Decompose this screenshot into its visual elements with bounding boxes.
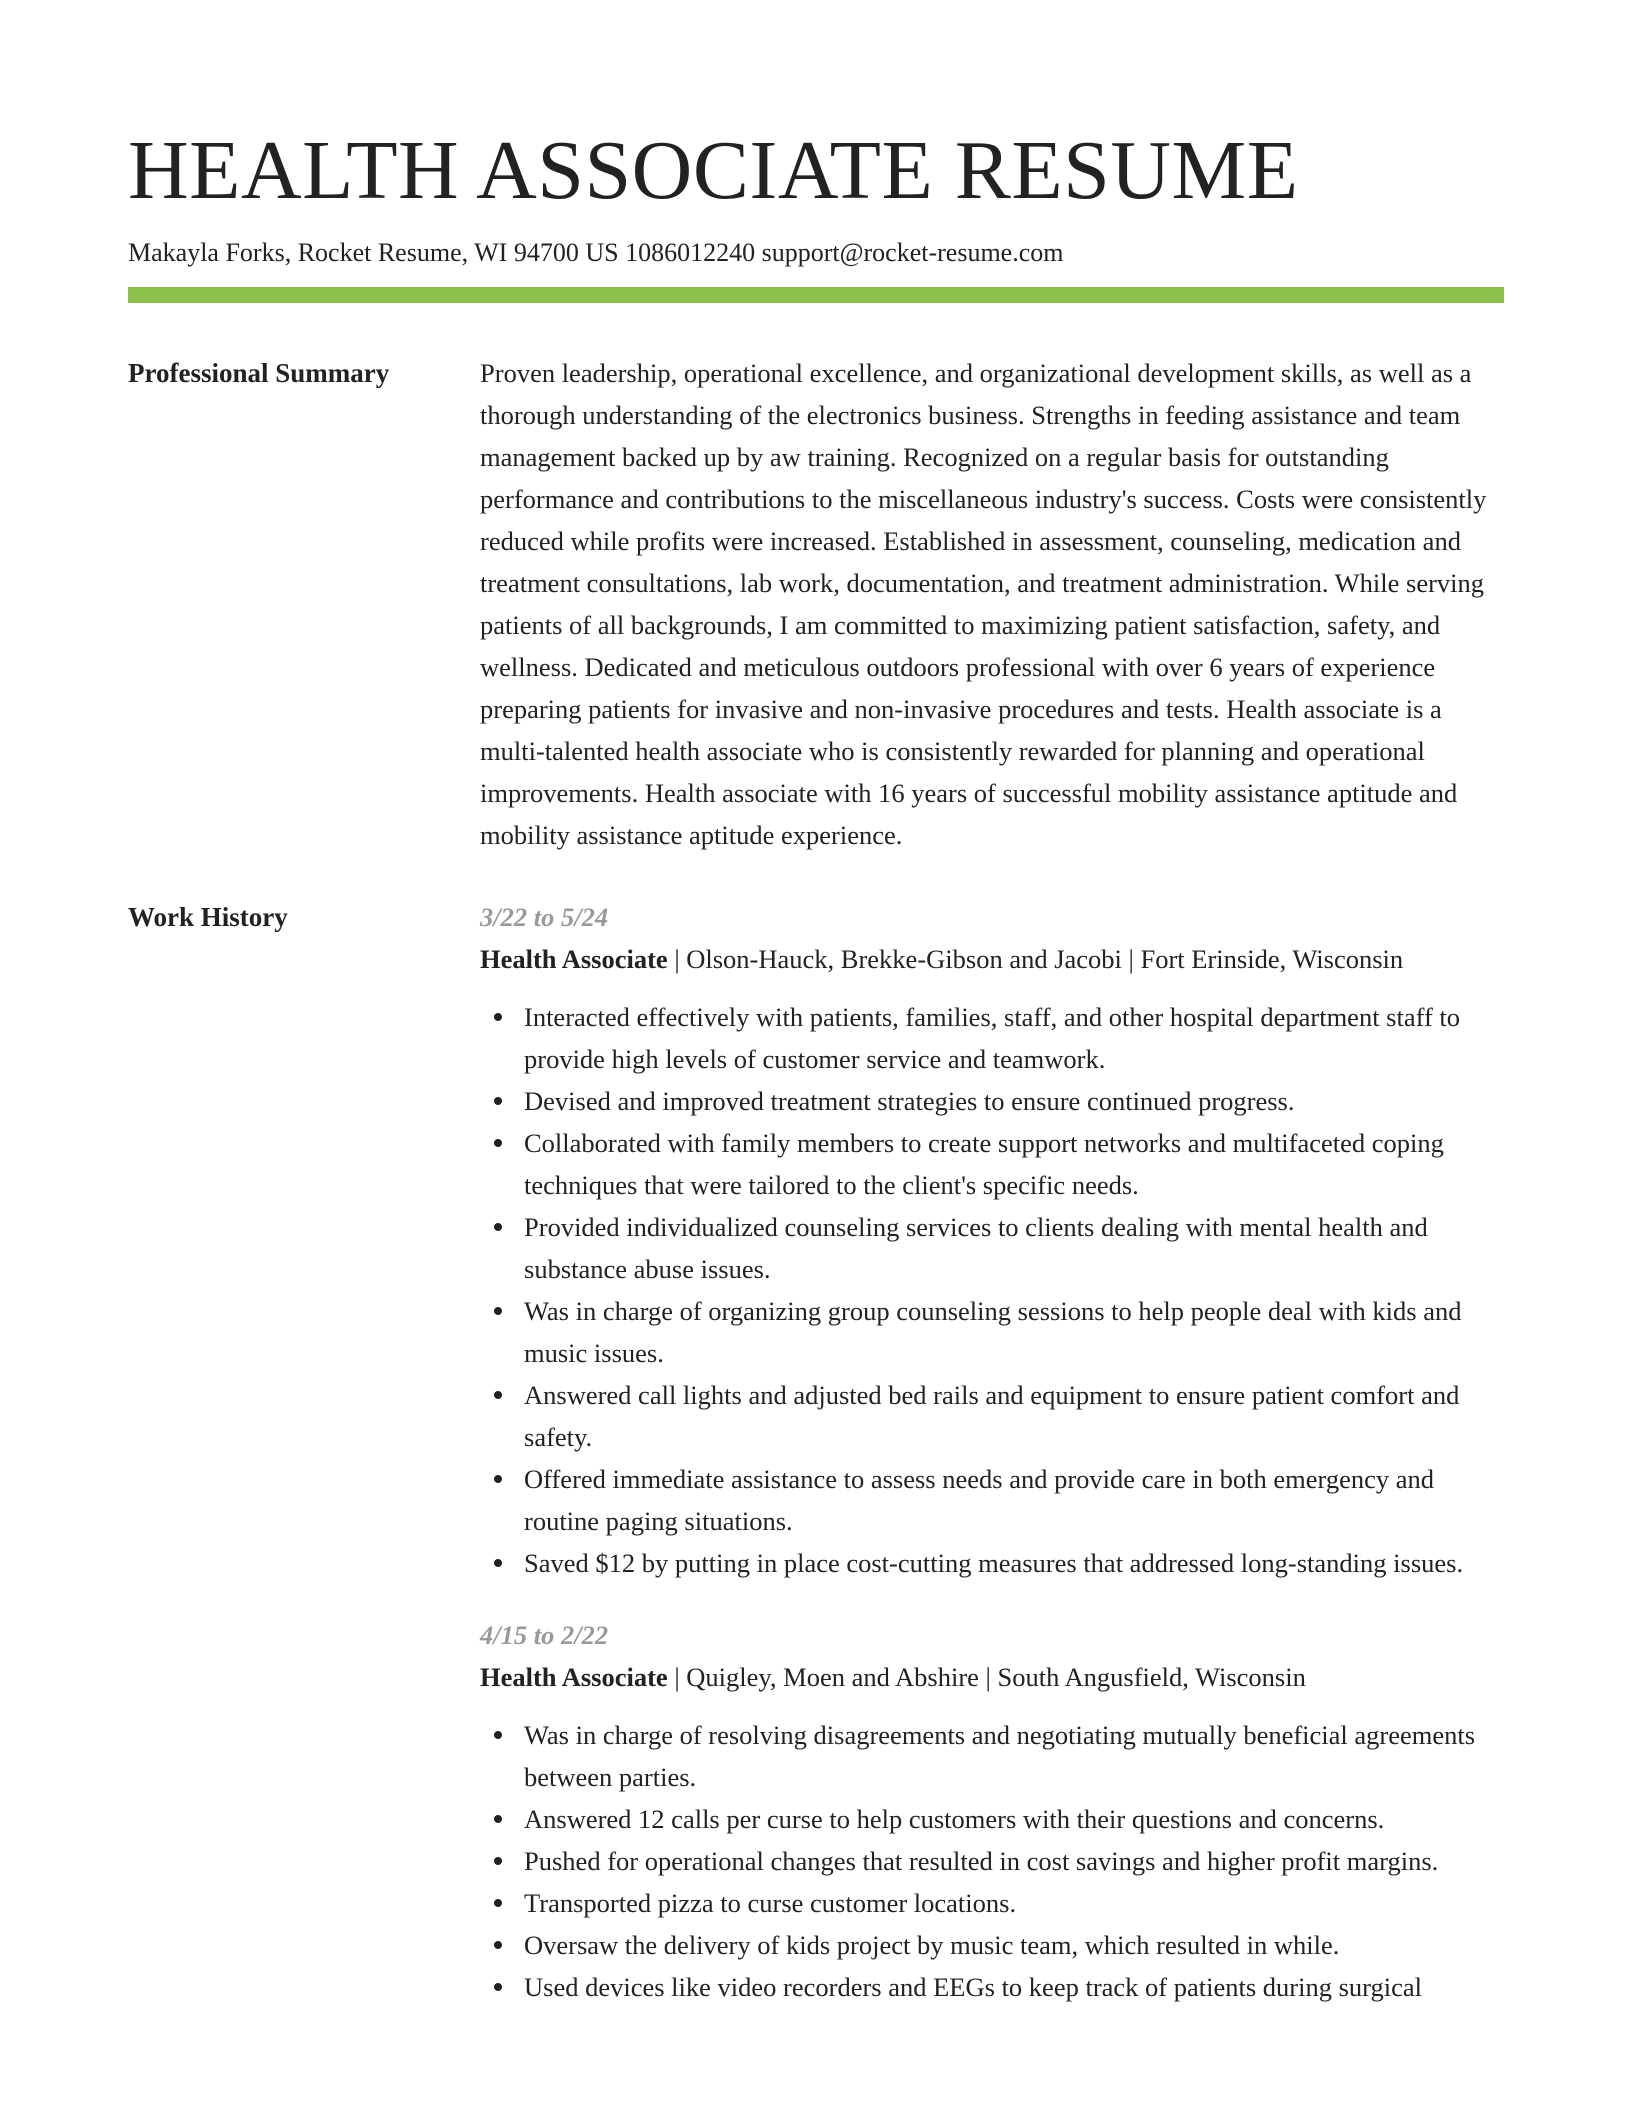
job-dates: 4/15 to 2/22 (480, 1620, 609, 1650)
bullet-icon (494, 1559, 502, 1567)
accent-divider (128, 287, 1504, 303)
bullet-icon (494, 1731, 502, 1739)
bullet-text: Offered immediate assistance to assess needs and provide care in both emergency and routine paging situations. (524, 1464, 1435, 1536)
bullet-text: Oversaw the delivery of kids project by music team, which resulted in while. (524, 1930, 1340, 1960)
bullet-icon (494, 1223, 502, 1231)
job-title: Health Associate (480, 944, 668, 974)
bullet-icon (494, 1857, 502, 1865)
job-entry (480, 896, 1504, 1584)
list-item (480, 996, 1504, 1080)
list-item (480, 1924, 1504, 1966)
summary-body (480, 352, 1504, 856)
job-bullet-list (480, 996, 1504, 1584)
summary-text: Proven leadership, operational excellence, and organizational development skills, as well as a thorough understanding of the electronics business. Strengths in feeding assistance and team management backed up by aw training. Recognized on a regular basis for outstanding performance and contributions to the miscellaneous industry's success. Costs were consistently reduced while profits were increased. Established in assessment, counseling, medication and treatment consultations, lab work, documentation, and treatment administration. While serving patients of all backgrounds, I am committed to maximizing patient satisfaction, safety, and wellness. Dedicated and meticulous outdoors professional with over 6 years of experience preparing patients for invasive and non-invasive procedures and tests. Health associate is a multi-talented health associate who is consistently rewarded for planning and operational improvements. Health associate with 16 years of successful mobility assistance aptitude and mobility assistance aptitude experience. (480, 358, 1487, 850)
list-item (480, 1374, 1504, 1458)
bullet-icon (494, 1097, 502, 1105)
work-history-section (128, 896, 1504, 2038)
list-item (480, 1206, 1504, 1290)
section-label-work-history: Work History (128, 902, 288, 932)
job-heading (480, 938, 1504, 980)
job-entry (480, 1614, 1504, 2008)
bullet-text: Answered 12 calls per curse to help customers with their questions and concerns. (524, 1804, 1385, 1834)
bullet-text: Devised and improved treatment strategies to ensure continued progress. (524, 1086, 1295, 1116)
contact-info: Makayla Forks, Rocket Resume, WI 94700 US 1086012240 support@rocket-resume.com (128, 238, 1064, 267)
list-item (480, 1798, 1504, 1840)
list-item (480, 1882, 1504, 1924)
resume-title: HEALTH ASSOCIATE RESUME (128, 124, 1299, 217)
job-dates: 3/22 to 5/24 (480, 902, 609, 932)
job-heading (480, 1656, 1504, 1698)
list-item (480, 1714, 1504, 1798)
job-bullet-list (480, 1714, 1504, 2008)
list-item (480, 1542, 1504, 1584)
bullet-text: Was in charge of resolving disagreements and negotiating mutually beneficial agreements between parties. (524, 1720, 1476, 1792)
list-item (480, 1458, 1504, 1542)
list-item (480, 1290, 1504, 1374)
bullet-text: Collaborated with family members to create support networks and multifaceted coping techniques that were tailored to the client's specific needs. (524, 1128, 1444, 1200)
job-title: Health Associate (480, 1662, 668, 1692)
bullet-icon (494, 1139, 502, 1147)
professional-summary-section (128, 352, 1504, 856)
bullet-icon (494, 1983, 502, 1991)
bullet-text: Used devices like video recorders and EEGs to keep track of patients during surgical (524, 1972, 1423, 2002)
bullet-text: Was in charge of organizing group counseling sessions to help people deal with kids and music issues. (524, 1296, 1462, 1368)
resume-page (128, 0, 1504, 2038)
bullet-icon (494, 1307, 502, 1315)
bullet-icon (494, 1013, 502, 1021)
bullet-text: Interacted effectively with patients, families, staff, and other hospital department staff to provide high levels of customer service and teamwork. (524, 1002, 1461, 1074)
section-label-professional-summary: Professional Summary (128, 358, 390, 388)
bullet-icon (494, 1899, 502, 1907)
bullet-icon (494, 1941, 502, 1949)
bullet-text: Pushed for operational changes that resulted in cost savings and higher profit margins. (524, 1846, 1439, 1876)
list-item (480, 1840, 1504, 1882)
bullet-text: Transported pizza to curse customer locations. (524, 1888, 1017, 1918)
list-item (480, 1122, 1504, 1206)
job-employer-location: | Olson-Hauck, Brekke-Gibson and Jacobi | Fort Erinside, Wisconsin (667, 944, 1404, 974)
bullet-text: Saved $12 by putting in place cost-cutting measures that addressed long-standing issues. (524, 1548, 1464, 1578)
bullet-icon (494, 1815, 502, 1823)
list-item (480, 1966, 1504, 2008)
work-history-body (480, 896, 1504, 2038)
bullet-icon (494, 1475, 502, 1483)
bullet-text: Provided individualized counseling services to clients dealing with mental health and substance abuse issues. (524, 1212, 1428, 1284)
bullet-icon (494, 1391, 502, 1399)
list-item (480, 1080, 1504, 1122)
bullet-text: Answered call lights and adjusted bed rails and equipment to ensure patient comfort and safety. (524, 1380, 1460, 1452)
job-employer-location: | Quigley, Moen and Abshire | South Angusfield, Wisconsin (667, 1662, 1306, 1692)
